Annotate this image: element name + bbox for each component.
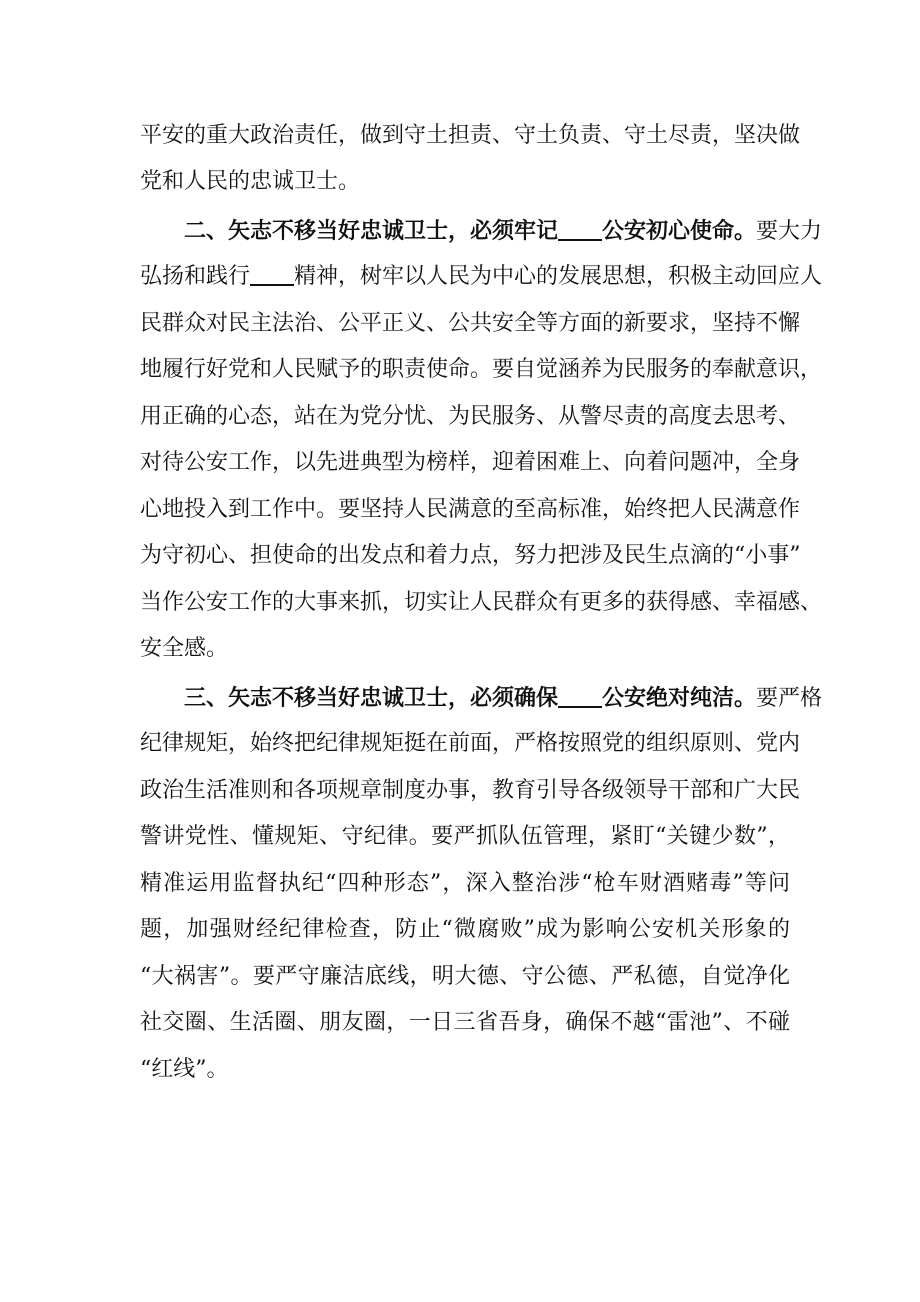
text-line: 安全感。 — [140, 636, 229, 661]
text-line: 纪律规矩，始终把纪律规矩挺在前面，严格按照党的组织原则、党内 — [140, 731, 801, 756]
blank-underline — [558, 684, 602, 708]
text-line: 平安的重大政治责任，做到守土担责、守土负责、守土尽责，坚决做 — [140, 123, 801, 148]
section-heading-end: 公安绝对纯洁。 — [602, 685, 757, 711]
blank-underline — [558, 217, 602, 241]
text-line: 对待公安工作，以先进典型为榜样，迎着困难上、向着问题冲，全身 — [140, 450, 801, 475]
text-fragment: 精神，树牢以人民为中心的发展思想，积极主动回应人 — [294, 264, 823, 289]
text-line: “红线”。 — [140, 1057, 229, 1082]
text-fragment: 要严格 — [756, 686, 823, 711]
section-heading: 三、矢志不移当好忠诚卫士，必须确保 — [184, 685, 559, 711]
text-fragment: 弘扬和践行 — [140, 264, 251, 289]
text-line: 警讲党性、懂规矩、守纪律。要严抓队伍管理，紧盯“关键少数”， — [140, 824, 790, 849]
text-line: 心地投入到工作中。要坚持人民满意的至高标准，始终把人民满意作 — [140, 497, 801, 522]
text-line: 党和人民的忠诚卫士。 — [140, 169, 361, 194]
text-fragment: 要大力 — [756, 219, 823, 244]
section-heading: 二、矢志不移当好忠诚卫士，必须牢记 — [184, 218, 559, 244]
text-line: 用正确的心态，站在为党分忧、为民服务、从警尽责的高度去思考、 — [140, 404, 801, 429]
text-line: 精准运用监督执纪“四种形态”，深入整治涉“枪车财酒赌毒”等问 — [140, 871, 790, 896]
text-line: 地履行好党和人民赋予的职责使命。要自觉涵养为民服务的奉献意识， — [140, 357, 823, 382]
paragraph-heading-line — [184, 678, 823, 718]
text-line: 民群众对民主法治、公平正义、公共安全等方面的新要求，坚持不懈 — [140, 311, 801, 336]
text-line: “大祸害”。要严守廉洁底线，明大德、守公德、严私德，自觉净化 — [140, 964, 790, 989]
section-heading-end: 公安初心使命。 — [602, 218, 757, 244]
text-line — [140, 257, 823, 297]
text-line: 为守初心、担使命的出发点和着力点，努力把涉及民生点滴的“小事” — [140, 543, 801, 568]
text-line: 社交圈、生活圈、朋友圈，一日三省吾身，确保不越“雷池”、不碰 — [140, 1010, 790, 1035]
text-line: 当作公安工作的大事来抓，切实让人民群众有更多的获得感、幸福感、 — [140, 590, 823, 615]
paragraph-heading-line — [184, 211, 823, 251]
text-line: 政治生活准则和各项规章制度办事，教育引导各级领导干部和广大民 — [140, 778, 801, 803]
text-line: 题，加强财经纪律检查，防止“微腐败”成为影响公安机关形象的 — [140, 917, 790, 942]
blank-underline — [250, 262, 294, 286]
